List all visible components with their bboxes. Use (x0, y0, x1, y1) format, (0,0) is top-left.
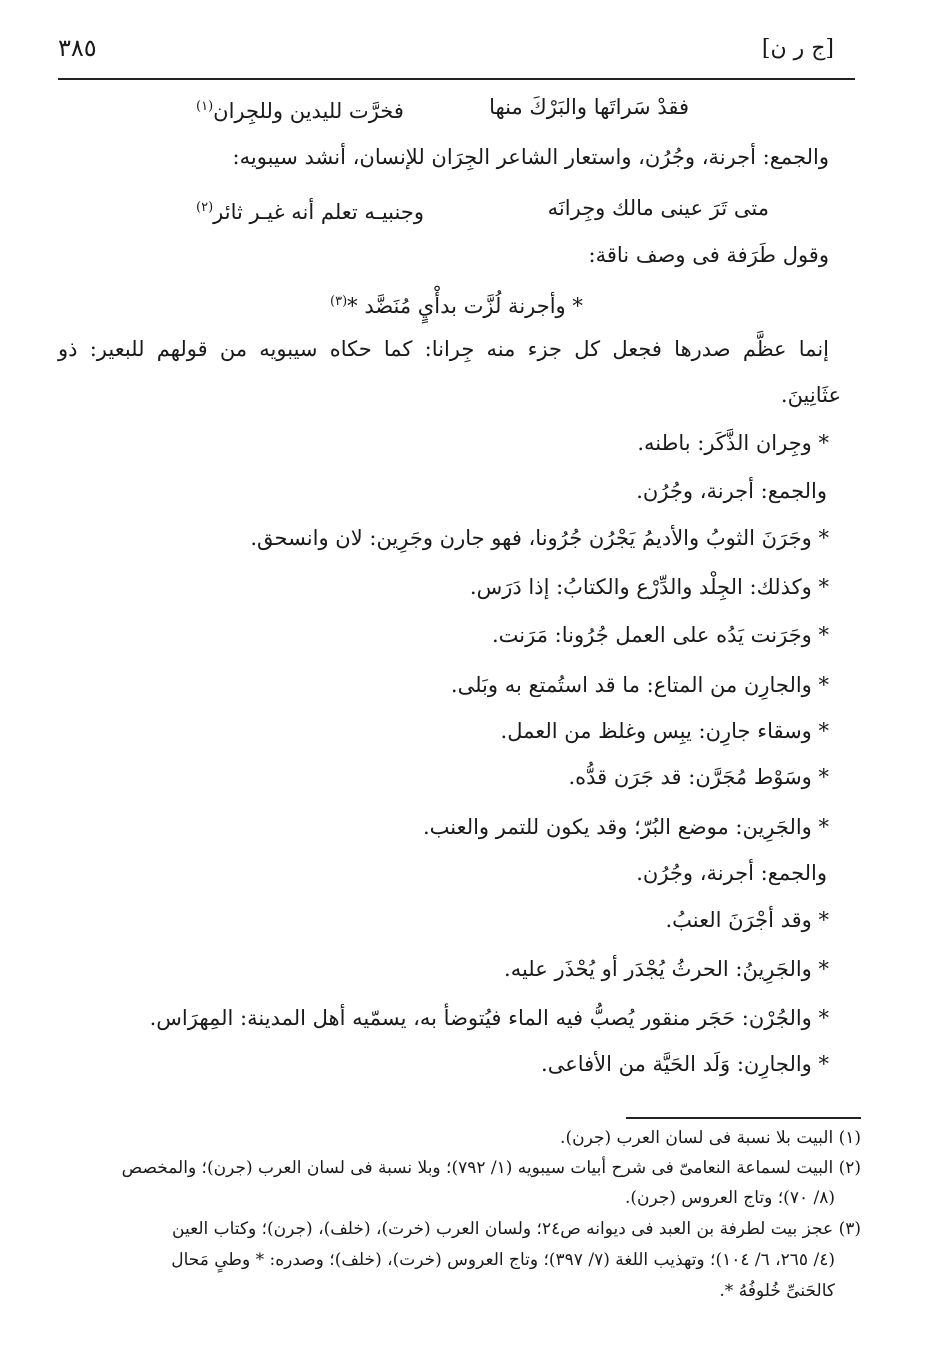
entry-line: والجمع: أجرنة، وجُرُن. (636, 861, 827, 885)
root-header: [ج ر ن] (761, 36, 834, 61)
entry-line: والجمع: أجرنة، وجُرُن. (636, 479, 827, 503)
entry-line: * والجارِن: وَلَد الحَيَّة من الأفاعى. (541, 1052, 829, 1076)
entry-line: * وسقاء جارِن: يبِس وغلظ من العمل. (500, 719, 829, 743)
footnote-continuation: (٤/ ٢٦٥، ٦/ ١٠٤)؛ وتهذيب اللغة (٧/ ٣٩٧)؛ وتاج العروس (خرت)، (خلف)؛ وصدره: * وطىٍ مَحال (171, 1250, 835, 1270)
footnote: (١) البيت بلا نسبة فى لسان العرب (جرن). (560, 1128, 861, 1148)
verse1-first-half: فقدْ سَراتَها والبَرْكَ منها (489, 95, 689, 119)
footnote-divider (626, 1117, 861, 1119)
verse3-text: * وأجرنة لُزَّت بدأْيٍ مُنَضَّد * (347, 294, 583, 318)
plural-line: والجمع: أجرنة، وجُرُن، واستعار الشاعر الجِرَان للإنسان، أنشد سيبويه: (232, 145, 829, 169)
entry-line: * والجارِن من المتاع: ما قد استُمتع به وبَلى. (450, 673, 829, 697)
entry-line: * وجَرَنت يَدُه على العمل جُرُونا: مَرَنت. (492, 623, 829, 647)
footnote-continuation: كالحَنىِّ خُلوفُهُ *. (719, 1281, 835, 1301)
entry-line: * وجِران الذَّكَر: باطنه. (637, 431, 829, 455)
footnote: (٣) عجز بيت لطرفة بن العبد فى ديوانه ص٢٤؛ ولسان العرب (خرت)، (خلف)، (جرن)؛ وكتاب العين (172, 1219, 861, 1239)
verse3 (330, 287, 583, 321)
paragraph-line-2: عثَانِينَ. (780, 383, 841, 407)
footnote-marker-1: (١) (196, 99, 214, 114)
entry-line: * والجَرِين: موضع البُرّ؛ وقد يكون للتمر والعنب. (422, 815, 829, 839)
verse2-second-half-text: وجنبيـه تعلم أنه غيـر ثائر (213, 200, 424, 224)
entry-line: * والجَرِينُ: الحرثُ يُجْدَر أو يُحْذَر عليه. (504, 957, 829, 981)
footnote-marker-2: (٢) (196, 200, 214, 215)
verse1-second-half (196, 92, 404, 126)
entry-line: * وقد أجْرَنَ العنبُ. (665, 908, 829, 932)
entry-line: * وجَرَنَ الثوبُ والأديمُ يَجْرُن جُرُونا، فهو جارن وجَرِين: لان وانسحق. (250, 526, 829, 550)
entry-line: * وسَوْط مُجَرَّن: قد جَرَن قدُّه. (568, 765, 829, 789)
verse2-second-half (196, 193, 424, 227)
footnote: (٢) البيت لسماعة النعامىّ فى شرح أبيات سيبويه (١/ ٧٩٢)؛ وبلا نسبة فى لسان العرب (جرن)؛ والمخصص (121, 1158, 861, 1178)
paragraph-line-1: إنما عظَّم صدرها فجعل كل جزء منه جِرانا: كما حكاه سيبويه من قولهم للبعير: ذو (58, 337, 829, 361)
footnote-marker-3: (٣) (330, 294, 348, 309)
entry-line: * والجُرْن: حَجَر منقور يُصبُّ فيه الماء فيُتوضأ به، يسمّيه أهل المدينة: المِهرَاس. (149, 1006, 829, 1030)
verse1-second-half-text: فخرَّت لليدين وللجِران (213, 99, 404, 123)
verse2-first-half: متى تَرَ عينى مالك وجِرانَه (547, 196, 769, 220)
footnote-continuation: (٨/ ٧٠)؛ وتاج العروس (جرن). (624, 1188, 835, 1208)
header-divider (58, 78, 855, 80)
page-number: ٣٨٥ (58, 34, 97, 62)
tarafa-line: وقول طَرَفة فى وصف ناقة: (588, 243, 829, 267)
entry-line: * وكذلك: الجِلْد والدِّرْع والكتابُ: إذا دَرَس. (469, 575, 829, 599)
